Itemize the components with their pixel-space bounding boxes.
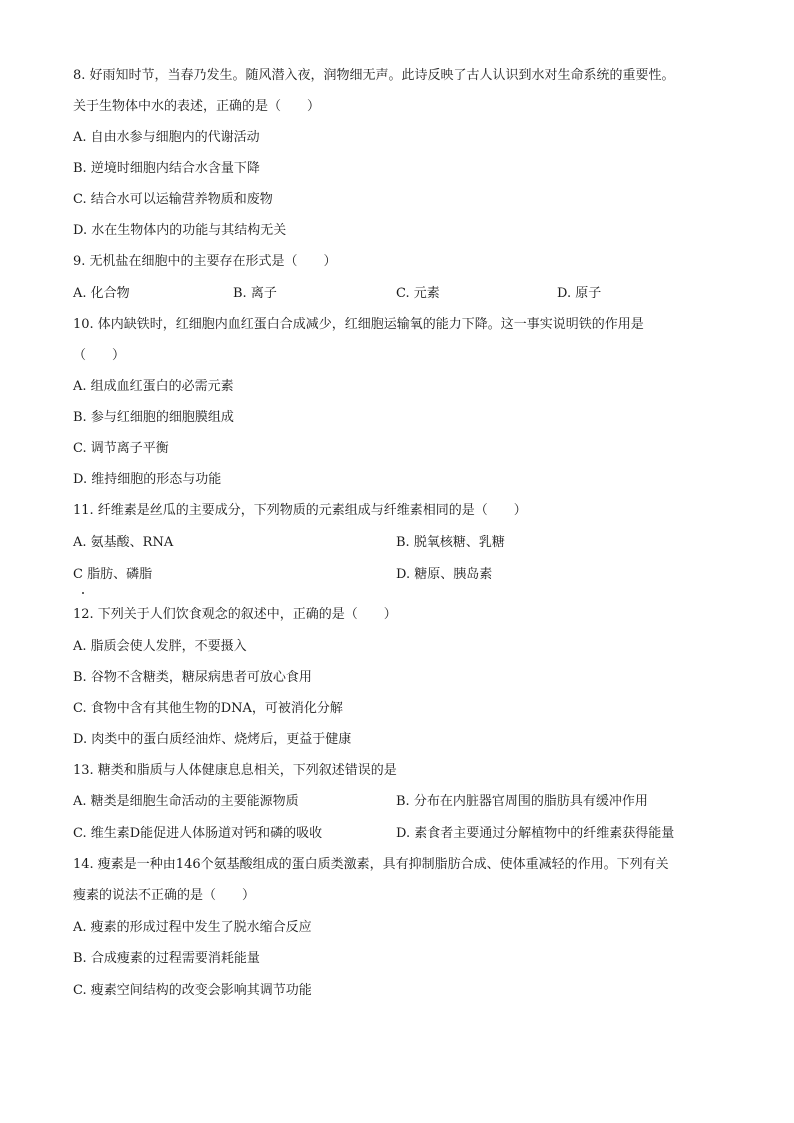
q12-option-a: A. 脂质会使人发胖，不要摄入	[73, 639, 247, 654]
q14-stem-line-1: 14. 瘦素是一种由146个氨基酸组成的蛋白质类激素，具有抑制脂肪合成、使体重减轻的作用。下列有关	[73, 857, 669, 872]
q8-option-a: A. 自由水参与细胞内的代谢活动	[73, 130, 260, 145]
q9-stem: 9. 无机盐在细胞中的主要存在形式是（ ）	[73, 254, 337, 269]
q8-stem-line-1: 8. 好雨知时节，当春乃发生。随风潜入夜，润物细无声。此诗反映了古人认识到水对生命系统的重要性。	[73, 68, 675, 83]
q9-option-a: A. 化合物	[73, 286, 130, 301]
q12-option-d: D. 肉类中的蛋白质经油炸、烧烤后，更益于健康	[73, 732, 352, 747]
q11-option-d: D. 糖原、胰岛素	[396, 567, 493, 582]
q12-option-b: B. 谷物不含糖类，糖尿病患者可放心食用	[73, 670, 312, 685]
q9-option-d: D. 原子	[557, 286, 602, 301]
q13-option-a: A. 糖类是细胞生命活动的主要能源物质	[73, 794, 299, 809]
q13-option-d: D. 素食者主要通过分解植物中的纤维素获得能量	[396, 826, 675, 841]
stray-dot	[82, 592, 84, 594]
q11-option-c: C 脂肪、磷脂	[73, 567, 153, 582]
q9-option-b: B. 离子	[233, 286, 277, 301]
q9-option-c: C. 元素	[396, 286, 440, 301]
q14-stem-line-2: 瘦素的说法不正确的是（ ）	[73, 888, 256, 903]
q13-stem: 13. 糖类和脂质与人体健康息息相关，下列叙述错误的是	[73, 763, 397, 778]
q10-option-d: D. 维持细胞的形态与功能	[73, 472, 222, 487]
q10-option-c: C. 调节离子平衡	[73, 441, 169, 456]
q11-option-a: A. 氨基酸、RNA	[73, 535, 174, 550]
q10-stem-line-2: （ ）	[73, 348, 126, 363]
q11-stem: 11. 纤维素是丝瓜的主要成分，下列物质的元素组成与纤维素相同的是（ ）	[73, 503, 527, 518]
q10-option-a: A. 组成血红蛋白的必需元素	[73, 379, 234, 394]
q13-option-b: B. 分布在内脏器官周围的脂肪具有缓冲作用	[396, 794, 648, 809]
q11-option-b: B. 脱氧核糖、乳糖	[396, 535, 505, 550]
q8-stem-line-2: 关于生物体中水的表述，正确的是（ ）	[73, 99, 321, 114]
q10-option-b: B. 参与红细胞的细胞膜组成	[73, 410, 234, 425]
q10-stem-line-1: 10. 体内缺铁时，红细胞内血红蛋白合成减少，红细胞运输氧的能力下降。这一事实说明铁的作用是	[73, 317, 644, 332]
q14-option-a: A. 瘦素的形成过程中发生了脱水缩合反应	[73, 920, 312, 935]
q13-option-c: C. 维生素D能促进人体肠道对钙和磷的吸收	[73, 826, 323, 841]
q12-option-c: C. 食物中含有其他生物的DNA，可被消化分解	[73, 701, 343, 716]
q14-option-b: B. 合成瘦素的过程需要消耗能量	[73, 951, 260, 966]
q12-stem: 12. 下列关于人们饮食观念的叙述中，正确的是（ ）	[73, 607, 397, 622]
q8-option-c: C. 结合水可以运输营养物质和废物	[73, 192, 273, 207]
q8-option-b: B. 逆境时细胞内结合水含量下降	[73, 161, 260, 176]
q14-option-c: C. 瘦素空间结构的改变会影响其调节功能	[73, 983, 312, 998]
q8-option-d: D. 水在生物体内的功能与其结构无关	[73, 223, 287, 238]
